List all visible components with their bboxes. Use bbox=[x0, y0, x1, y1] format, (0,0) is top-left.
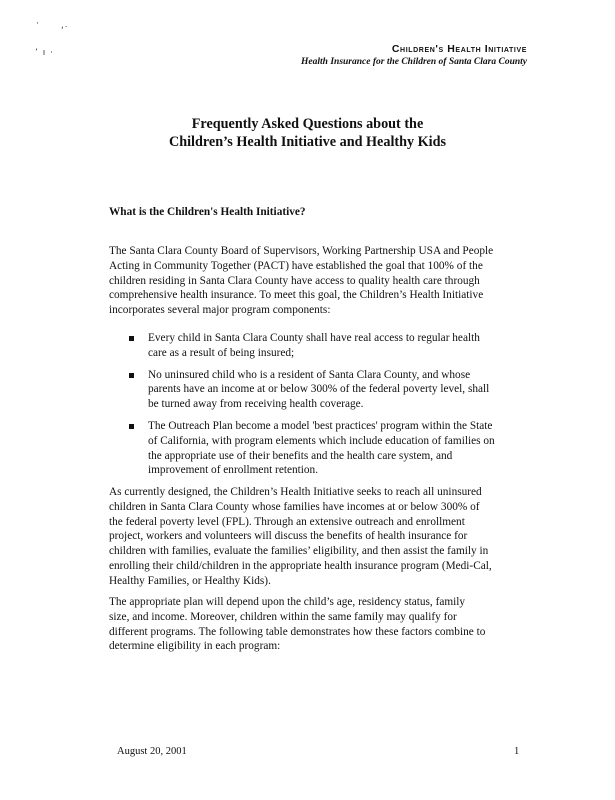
list-item bbox=[125, 419, 545, 478]
text-line: The Santa Clara County Board of Supervisors, Working Partnership USA and People bbox=[109, 245, 494, 257]
document-title bbox=[0, 115, 615, 151]
text-line: The appropriate plan will depend upon the child’s age, residency status, family bbox=[109, 596, 466, 608]
scan-mark: · bbox=[36, 19, 39, 29]
intro-paragraph bbox=[109, 244, 544, 318]
section-heading: What is the Children's Health Initiative? bbox=[109, 206, 306, 218]
bullet-icon bbox=[129, 424, 134, 429]
footer-date: August 20, 2001 bbox=[117, 746, 187, 757]
bullet-icon bbox=[129, 336, 134, 341]
letterhead-subtitle: Health Insurance for the Children of Santa Clara County bbox=[301, 57, 527, 67]
text-line: Every child in Santa Clara County shall have real access to regular health bbox=[148, 332, 480, 344]
text-line: determine eligibility in each program: bbox=[109, 640, 281, 653]
text-line: the federal poverty level (FPL). Through an extensive outreach and enrollment bbox=[109, 515, 465, 528]
text-line: children in Santa Clara County whose families have incomes at or below 300% of bbox=[109, 500, 480, 513]
components-list bbox=[125, 331, 545, 485]
scan-mark: ʼ ı · bbox=[35, 48, 54, 58]
letterhead bbox=[301, 42, 527, 68]
scan-mark: ‘˙ bbox=[61, 26, 69, 36]
text-line: enrolling their child/children in the appropriate health insurance program (Medi-Cal, bbox=[109, 559, 492, 572]
text-line: incorporates several major program components: bbox=[109, 304, 331, 317]
list-item bbox=[125, 331, 545, 361]
list-item bbox=[125, 368, 545, 412]
text-line: parents have an income at or below 300% of the federal poverty level, shall bbox=[148, 383, 490, 396]
bullet-icon bbox=[129, 373, 134, 378]
text-line: children residing in Santa Clara County have access to quality health care through bbox=[109, 274, 480, 287]
text-line: children with families, evaluate the families’ eligibility, and then assist the family in bbox=[109, 545, 489, 558]
text-line: comprehensive health insurance. To meet this goal, the Children’s Health Initiative bbox=[109, 289, 484, 302]
plan-paragraph bbox=[109, 595, 544, 654]
text-line: Healthy Families, or Healthy Kids). bbox=[109, 574, 271, 587]
title-line: Children’s Health Initiative and Healthy Kids bbox=[168, 134, 447, 150]
text-line: be turned away from receiving health coverage. bbox=[148, 398, 364, 411]
text-line: care as a result of being insured; bbox=[148, 346, 295, 359]
text-line: improvement of enrollment retention. bbox=[148, 464, 319, 477]
text-line: the appropriate use of their benefits and the health care system, and bbox=[148, 449, 453, 462]
text-line: As currently designed, the Children’s Health Initiative seeks to reach all uninsured bbox=[109, 486, 482, 498]
text-line: No uninsured child who is a resident of Santa Clara County, and whose bbox=[148, 368, 471, 381]
text-line: of California, with program elements which include education of families on bbox=[148, 434, 495, 447]
letterhead-title: Children's Health Initiative bbox=[391, 43, 527, 55]
design-paragraph bbox=[109, 485, 544, 589]
page-number: 1 bbox=[514, 746, 520, 757]
text-line: project, workers and volunteers will discuss the benefits of health insurance for bbox=[109, 530, 468, 543]
text-line: Acting in Community Together (PACT) have established the goal that 100% of the bbox=[109, 259, 483, 272]
title-line: Frequently Asked Questions about the bbox=[191, 116, 424, 132]
text-line: size, and income. Moreover, children within the same family may qualify for bbox=[109, 610, 457, 623]
text-line: The Outreach Plan become a model 'best practices' program within the State bbox=[148, 419, 493, 432]
text-line: different programs. The following table demonstrates how these factors combine to bbox=[109, 625, 486, 638]
